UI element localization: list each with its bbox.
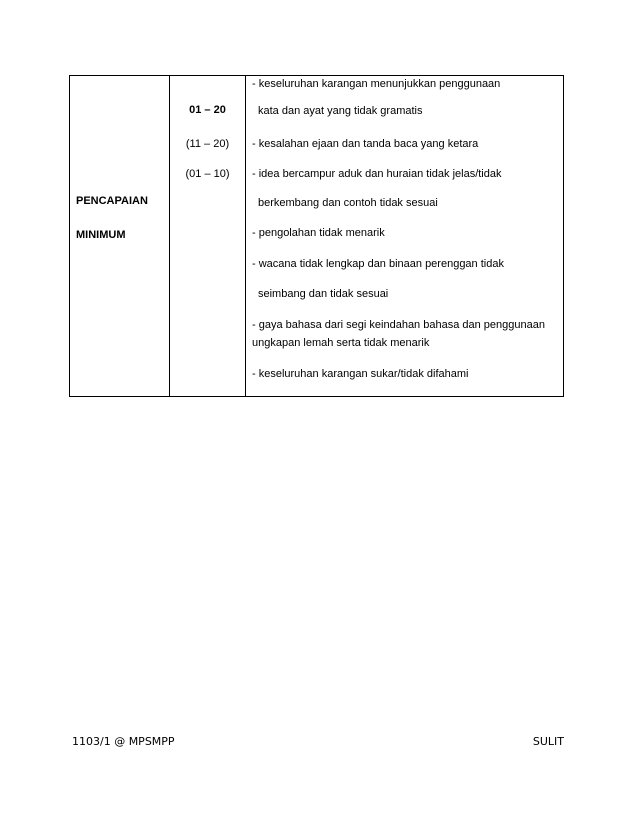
criterion-line: - wacana tidak lengkap dan binaan perenggan tidak — [252, 258, 504, 270]
criterion-line: - keseluruhan karangan menunjukkan penggunaan — [252, 78, 501, 90]
criterion-line: seimbang dan tidak sesuai — [258, 288, 389, 300]
criterion-line: ungkapan lemah serta tidak menarik — [252, 337, 430, 349]
criterion-line: - idea bercampur aduk dan huraian tidak jelas/tidak — [252, 168, 502, 180]
score-subrange: (01 – 10) — [185, 168, 230, 180]
criterion-line: kata dan ayat yang tidak gramatis — [258, 105, 423, 117]
criterion-line: berkembang dan contoh tidak sesuai — [258, 197, 438, 209]
level-label: MINIMUM — [76, 229, 126, 241]
score-subrange: (11 – 20) — [185, 138, 230, 150]
score-range: 01 – 20 — [189, 104, 226, 116]
footer-code: 1103/1 @ MPSMPP — [72, 735, 175, 748]
rubric-table — [69, 75, 564, 397]
criterion-line: - kesalahan ejaan dan tanda baca yang ketara — [252, 138, 479, 150]
criterion-line: - pengolahan tidak menarik — [252, 227, 385, 239]
column-divider — [169, 76, 170, 396]
footer-classification: SULIT — [532, 735, 564, 748]
criterion-line: - gaya bahasa dari segi keindahan bahasa dan penggunaan — [252, 319, 545, 331]
level-label: PENCAPAIAN — [76, 195, 148, 207]
criterion-line: - keseluruhan karangan sukar/tidak difahami — [252, 368, 469, 380]
column-divider — [245, 76, 246, 396]
